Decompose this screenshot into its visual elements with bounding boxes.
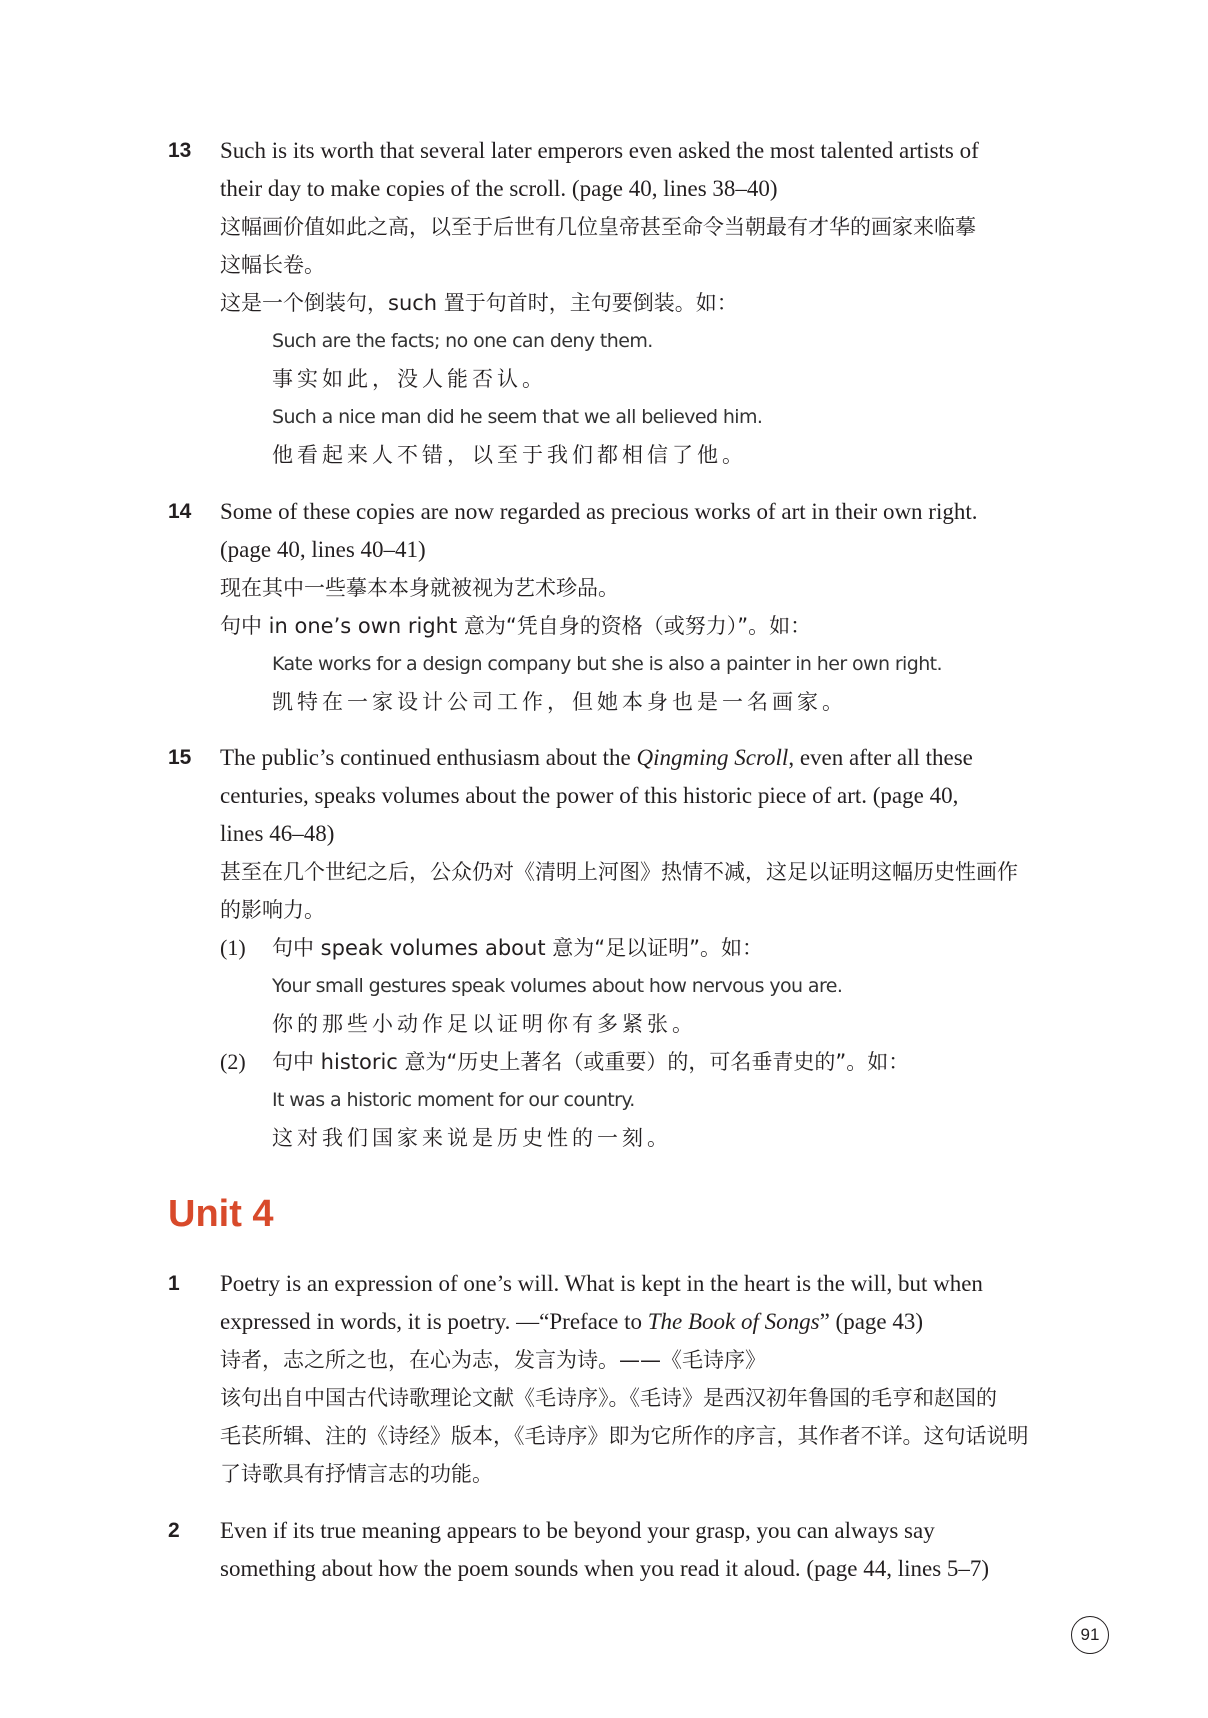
sentence-en-line: Such is its worth that several later emperors even asked the most talented artists of [220,138,979,163]
translation-zh-line: 甚至在几个世纪之后，公众仍对《清明上河图》热情不减，这足以证明这幅历史性画作 [220,860,1018,884]
unit4-note-item-1 [168,1265,1068,1493]
note-item-15 [168,739,1068,1157]
sub-point-label: (2) [220,1049,246,1074]
item-number: 15 [168,746,192,769]
example-zh: 你的那些小动作足以证明你有多紧张。 [272,1012,697,1036]
item-number: 2 [168,1519,180,1542]
background-note-line: 该句出自中国古代诗歌理论文献《毛诗序》。《毛诗》是西汉初年鲁国的毛亨和赵国的 [220,1386,997,1410]
work-title: Qingming Scroll [636,745,789,770]
sentence-en-line: lines 46–48) [220,821,335,846]
sentence-en-line: Some of these copies are now regarded as precious works of art in their own right. [220,499,978,524]
grammar-note: 句中 speak volumes about 意为“足以证明”。如： [272,936,764,960]
example-en: It was a historic moment for our country. [272,1089,635,1111]
grammar-note: 这是一个倒装句，such 置于句首时，主句要倒装。如： [220,291,738,315]
item-number: 1 [168,1272,180,1295]
sentence-en-line: their day to make copies of the scroll. (page 40, lines 38–40) [220,176,778,201]
page-number: 91 [1071,1616,1109,1654]
sub-point-2 [220,1043,1068,1157]
translation-zh-line: 这幅长卷。 [220,253,325,277]
example-en: Kate works for a design company but she is also a painter in her own right. [272,653,942,675]
sentence-text: , even after all these [788,745,973,770]
sentence-en-line: something about how the poem sounds when you read it aloud. (page 44, lines 5–7) [220,1556,990,1581]
unit-heading: Unit 4 [168,1193,274,1235]
translation-zh-line: 的影响力。 [220,898,325,922]
sub-point-1 [220,929,1068,1043]
sentence-text: ” (page 43) [819,1309,924,1334]
sentence-en-line: (page 40, lines 40–41) [220,537,426,562]
grammar-note: 句中 in one’s own right 意为“凭自身的资格（或努力）”。如： [220,614,812,638]
translation-zh-line: 这幅画价值如此之高，以至于后世有几位皇帝甚至命令当朝最有才华的画家来临摹 [220,215,976,239]
sub-point-label: (1) [220,935,246,960]
sentence-en-line: Poetry is an expression of one’s will. What is kept in the heart is the will, but when [220,1271,983,1296]
sentence-en-line [220,739,1068,777]
work-title: The Book of Songs [647,1309,820,1334]
example-en: Such are the facts; no one can deny them. [272,330,653,352]
note-item-14 [168,493,1068,721]
background-note-line: 毛苌所辑、注的《诗经》版本，《毛诗序》即为它所作的序言，其作者不详。这句话说明 [220,1424,1029,1448]
example-en: Such a nice man did he seem that we all believed him. [272,406,763,428]
example-zh: 这对我们国家来说是历史性的一刻。 [272,1126,672,1150]
background-note-line: 了诗歌具有抒情言志的功能。 [220,1462,493,1486]
sentence-en-line [220,1303,1068,1341]
example-zh: 他看起来人不错，以至于我们都相信了他。 [272,443,747,467]
translation-zh-line: 现在其中一些摹本本身就被视为艺术珍品。 [220,576,619,600]
translation-zh-line: 诗者，志之所之也，在心为志，发言为诗。——《毛诗序》 [220,1348,766,1372]
item-number: 14 [168,500,192,523]
sentence-text: The public’s continued enthusiasm about the [220,745,637,770]
example-en: Your small gestures speak volumes about how nervous you are. [272,975,843,997]
sentence-en-line: Even if its true meaning appears to be beyond your grasp, you can always say [220,1518,935,1543]
sentence-text: expressed in words, it is poetry. —“Preface to [220,1309,648,1334]
item-number: 13 [168,139,192,162]
sentence-en-line: centuries, speaks volumes about the power of this historic piece of art. (page 40, [220,783,959,808]
unit4-note-item-2 [168,1512,1068,1588]
note-item-13 [168,132,1068,474]
example-zh: 凯特在一家设计公司工作，但她本身也是一名画家。 [272,690,847,714]
grammar-note: 句中 historic 意为“历史上著名（或重要）的，可名垂青史的”。如： [272,1050,910,1074]
example-zh: 事实如此，没人能否认。 [272,367,547,391]
